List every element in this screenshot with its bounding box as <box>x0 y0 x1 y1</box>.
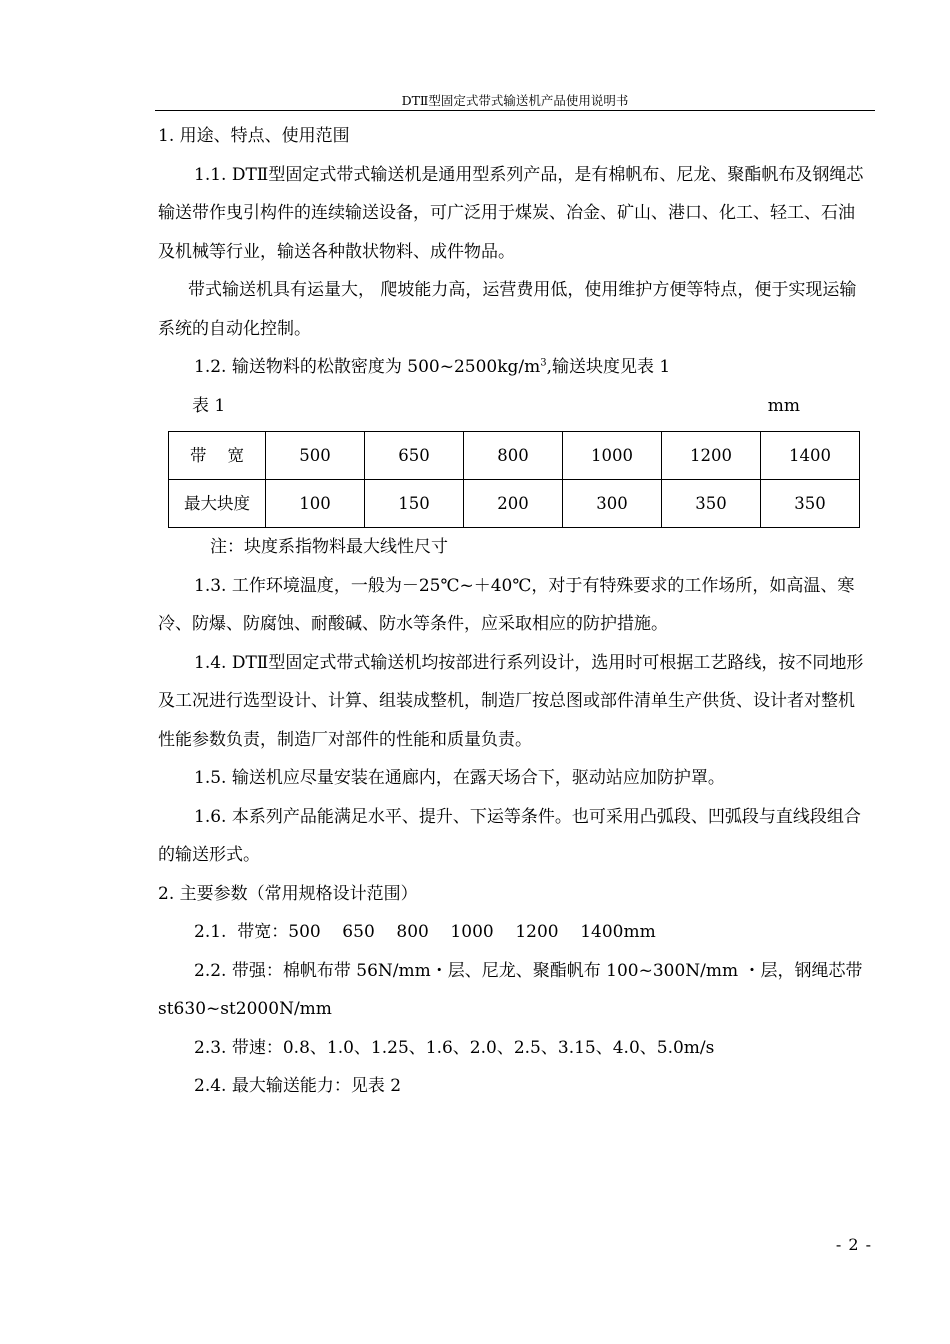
paragraph-2-4: 2.4. 最大输送能力：见表 2 <box>194 1076 402 1096</box>
table-1-note: 注：块度系指物料最大线性尺寸 <box>210 537 448 557</box>
table-cell: 100 <box>266 480 365 528</box>
table-cell: 500 <box>266 432 365 480</box>
paragraph-1-3: 1.3. 工作环境温度，一般为－25℃~＋40℃，对于有特殊要求的工作场所，如高温、寒冷、防爆、防腐蚀、耐酸碱、防水等条件，应采取相应的防护措施。 <box>158 575 855 634</box>
paragraph-1-2 <box>158 348 870 387</box>
paragraph-2-2: 2.2. 带强：棉帆布带 56N/mm・层、尼龙、聚酯帆布 100~300N/mm ・层，钢绳芯带 st630~st2000N/mm <box>158 960 863 1019</box>
document-body <box>158 117 870 1106</box>
paragraph-1-6: 1.6. 本系列产品能满足水平、提升、下运等条件。也可采用凸弧段、凹弧段与直线段组合的输送形式。 <box>158 806 861 865</box>
table-cell: 650 <box>365 432 464 480</box>
table-cell: 1400 <box>761 432 860 480</box>
paragraph-1-5: 1.5. 输送机应尽量安装在通廊内，在露天场合下，驱动站应加防护罩。 <box>194 768 725 788</box>
paragraph-2-3: 2.3. 带速：0.8、1.0、1.25、1.6、2.0、2.5、3.15、4.0、5.0m/s <box>194 1037 715 1058</box>
table-1-caption-row <box>158 387 870 426</box>
table-1 <box>168 431 860 528</box>
header-divider <box>155 110 875 111</box>
table-cell: 150 <box>365 480 464 528</box>
table-row <box>169 432 860 480</box>
table-row <box>169 480 860 528</box>
table-row-label: 最大块度 <box>169 480 266 528</box>
table-cell: 200 <box>464 480 563 528</box>
paragraph-1-4: 1.4. DTⅡ型固定式带式输送机均按部进行系列设计，选用时可根据工艺路线，按不同地形及工况进行选型设计、计算、组装成整机，制造厂按总图或部件清单生产供货、设计者对整机性能参数负责，制造厂对部件的性能和质量负责。 <box>158 652 864 750</box>
document-header: DTⅡ型固定式带式输送机产品使用说明书 <box>401 93 629 108</box>
table-cell: 1200 <box>662 432 761 480</box>
table-cell: 300 <box>563 480 662 528</box>
table-cell: 800 <box>464 432 563 480</box>
table-row-label: 带 宽 <box>169 432 266 480</box>
paragraph-1-1-continued: 带式输送机具有运量大， 爬坡能力高，运营费用低，使用维护方便等特点，便于实现运输系统的自动化控制。 <box>158 280 857 339</box>
paragraph-1-1: 1.1. DTⅡ型固定式带式输送机是通用型系列产品，是有棉帆布、尼龙、聚酯帆布及钢绳芯输送带作曳引构件的连续输送设备，可广泛用于煤炭、冶金、矿山、港口、化工、轻工、石油及机械等行业，输送各种散状物料、成件物品。 <box>158 164 864 262</box>
table-cell: 350 <box>662 480 761 528</box>
section-2-heading: 2. 主要参数（常用规格设计范围） <box>158 883 418 904</box>
table-1-caption: 表 1 <box>192 395 226 416</box>
paragraph-1-2-text-end: ,输送块度见表 1 <box>546 357 671 377</box>
superscript-3: 3 <box>540 357 547 369</box>
page-number: - 2 - <box>835 1235 872 1254</box>
table-1-unit: mm <box>767 395 800 416</box>
section-1-heading: 1. 用途、特点、使用范围 <box>158 126 350 146</box>
table-cell: 1000 <box>563 432 662 480</box>
paragraph-1-2-text: 1.2. 输送物料的松散密度为 500~2500kg/m <box>194 357 541 377</box>
paragraph-2-1: 2.1. 带宽：500 650 800 1000 1200 1400mm <box>194 922 656 942</box>
table-cell: 350 <box>761 480 860 528</box>
